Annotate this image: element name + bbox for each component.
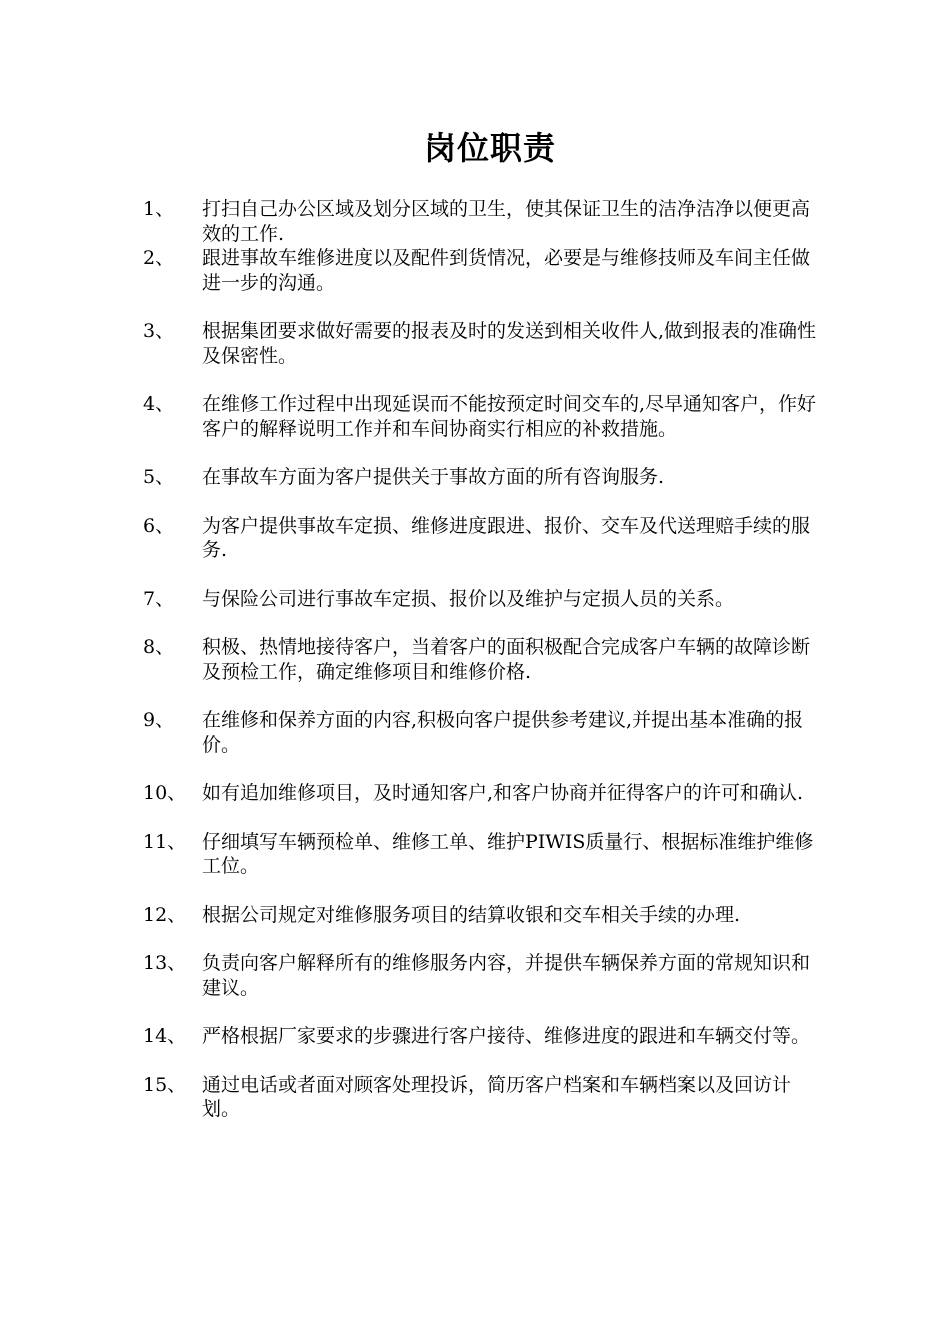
duty-list — [143, 197, 823, 1122]
item-text: 通过电话或者面对顾客处理投诉，简历客户档案和车辆档案以及回访计划。 — [202, 1073, 792, 1120]
list-item — [143, 635, 823, 684]
item-number: 5、 — [143, 466, 175, 488]
item-number: 2、 — [143, 247, 175, 269]
item-text: 负责向客户解释所有的维修服务内容，并提供车辆保养方面的常规知识和建议。 — [202, 952, 811, 999]
list-item — [143, 514, 823, 563]
list-item — [143, 781, 823, 806]
list-item — [143, 197, 823, 246]
item-number: 10、 — [143, 782, 187, 804]
list-item — [143, 319, 823, 368]
item-number: 3、 — [143, 320, 175, 342]
item-text: 为客户提供事故车定损、维修进度跟进、报价、交车及代送理赔手续的服务. — [202, 514, 811, 561]
item-number: 4、 — [143, 393, 175, 415]
item-text: 打扫自己办公区域及划分区域的卫生，使其保证卫生的洁净洁净以便更高效的工作. — [202, 198, 811, 245]
item-number: 1、 — [143, 198, 175, 220]
item-number: 13、 — [143, 952, 187, 974]
list-item — [143, 708, 823, 757]
item-text: 与保险公司进行事故车定损、报价以及维护与定损人员的关系。 — [202, 587, 735, 610]
item-text: 根据公司规定对维修服务项目的结算收银和交车相关手续的办理. — [202, 903, 741, 926]
item-text: 仔细填写车辆预检单、维修工单、维护PIWIS质量行、根据标准维护维修工位。 — [202, 830, 814, 877]
item-number: 11、 — [143, 830, 187, 853]
item-text: 在维修和保养方面的内容,积极向客户提供参考建议,并提出基本准确的报价。 — [202, 709, 804, 756]
item-number: 14、 — [143, 1025, 187, 1047]
list-item — [143, 903, 823, 928]
item-text: 根据集团要求做好需要的报表及时的发送到相关收件人,做到报表的准确性及保密性。 — [202, 320, 817, 367]
page-title: 岗位职责 — [423, 129, 556, 167]
item-number: 9、 — [143, 709, 175, 731]
item-text: 跟进事故车维修进度以及配件到货情况，必要是与维修技师及车间主任做进一步的沟通。 — [202, 247, 811, 294]
list-item — [143, 587, 823, 612]
item-text: 在事故车方面为客户提供关于事故方面的所有咨询服务. — [202, 466, 665, 488]
list-item — [143, 830, 823, 879]
item-number: 15、 — [143, 1073, 187, 1096]
item-text: 如有追加维修项目，及时通知客户,和客户协商并征得客户的许可和确认. — [202, 782, 804, 804]
item-text: 严格根据厂家要求的步骤进行客户接待、维修进度的跟进和车辆交付等。 — [202, 1025, 811, 1047]
item-number: 8、 — [143, 636, 175, 658]
item-text: 积极、热情地接待客户，当着客户的面积极配合完成客户车辆的故障诊断及预检工作，确定维修项目和维修价格. — [202, 636, 811, 683]
item-number: 7、 — [143, 587, 175, 610]
list-item — [143, 1024, 823, 1049]
list-item — [143, 951, 823, 1000]
list-item — [143, 246, 823, 295]
list-item — [143, 465, 823, 490]
item-number: 12、 — [143, 903, 187, 926]
item-text: 在维修工作过程中出现延误而不能按预定时间交车的,尽早通知客户，作好客户的解释说明工作并和车间协商实行相应的补救措施。 — [202, 393, 817, 440]
list-item — [143, 392, 823, 441]
item-number: 6、 — [143, 514, 175, 537]
list-item — [143, 1073, 823, 1122]
